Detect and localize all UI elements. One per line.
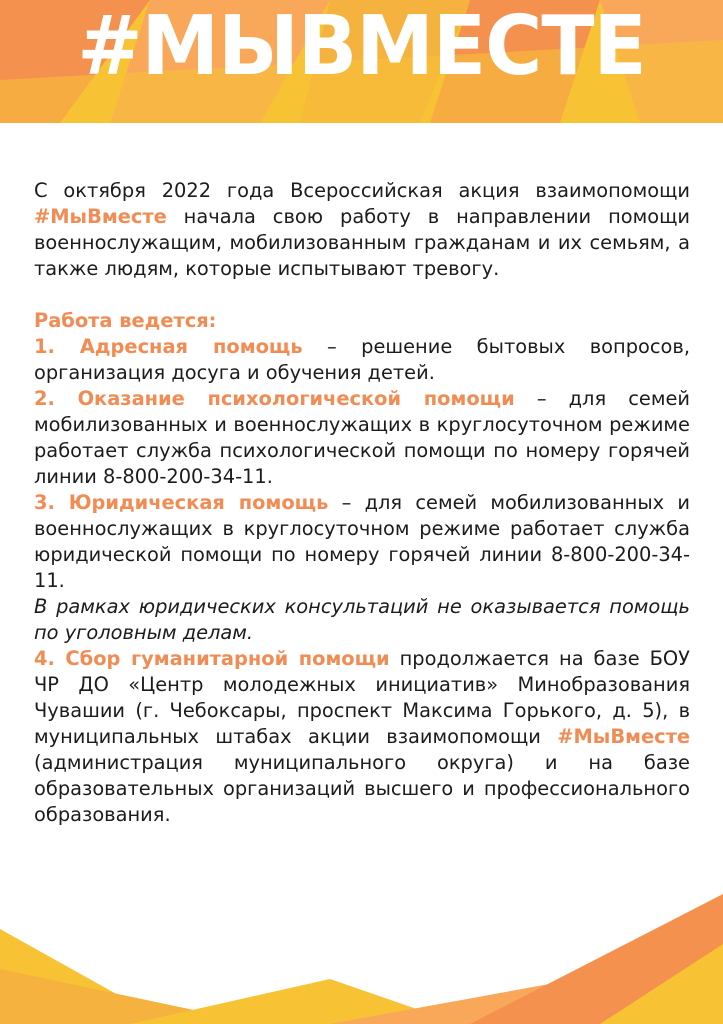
list-item: 2. Оказание психологической помощи – для семей мобилизованных и военнослужащих в круглосуточном режиме работает служба психологической помощи по номеру горячей линии 8-800-200-34-11. xyxy=(34,387,690,488)
list-item: 3. Юридическая помощь – для семей мобилизованных и военнослужащих в круглосуточном режиме работает служба юридической помощи по номеру горячей линии 8-800-200-34-11. xyxy=(34,491,690,592)
footer-background-shapes xyxy=(0,874,723,1024)
legal-note: В рамках юридических консультаций не оказывается помощь по уголовным делам. xyxy=(34,595,690,644)
page-title: #МЫВМЕСТЕ xyxy=(77,0,646,94)
hashtag: #МыВместе xyxy=(557,725,690,748)
list-item: 1. Адресная помощь – решение бытовых вопросов, организация досуга и обучения детей. xyxy=(34,335,690,384)
header-banner xyxy=(0,0,723,123)
main-text xyxy=(34,178,690,828)
hashtag: #МыВместе xyxy=(34,205,167,228)
work-heading: Работа ведется: xyxy=(34,309,217,332)
intro-paragraph: С октября 2022 года Всероссийская акция взаимопомощи #МыВместе начала свою работу в направлении помощи военнослужащим, мобилизованным гражданам и их семьям, а также людям, которые испытывают тревогу. xyxy=(34,179,690,280)
list-item: 4. Сбор гуманитарной помощи продолжается на базе БОУ ЧР ДО «Центр молодежных инициатив» Минобразования Чувашии (г. Чебоксары, проспект Максима Горького, д. 5), в муниципальных штабах акции взаимопомощи #МыВместе (администрация муниципального округа) и на базе образовательных организаций высшего и профессионального образования. xyxy=(34,647,690,826)
footer-decoration xyxy=(0,874,723,1024)
